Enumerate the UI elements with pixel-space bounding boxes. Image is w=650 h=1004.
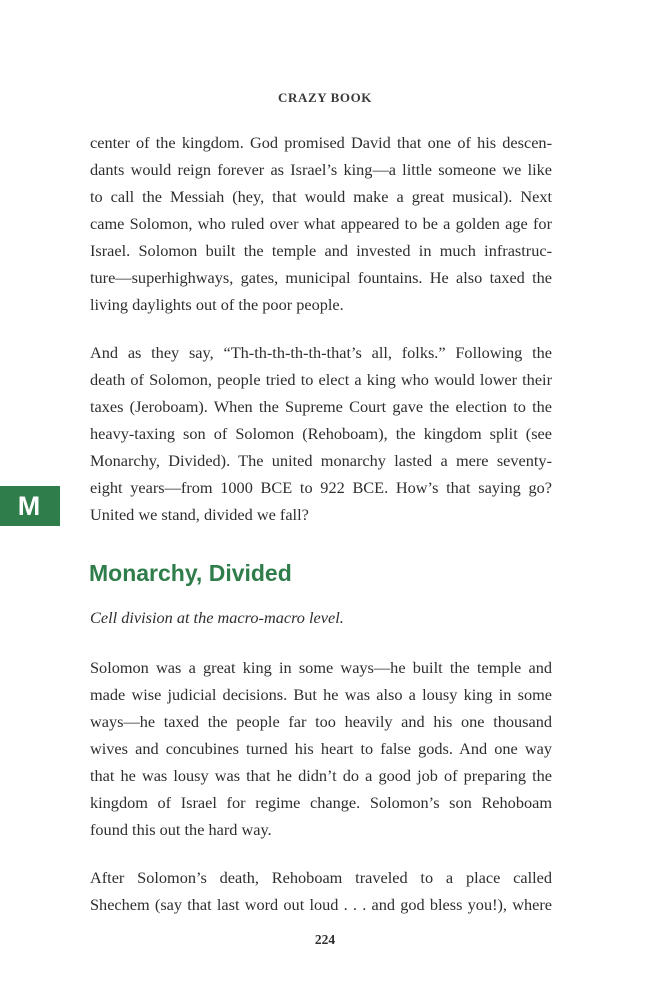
text-line: Israel. Solomon built the temple and invested in much infrastruc- — [90, 241, 552, 260]
thumb-index-tab — [0, 486, 60, 526]
text-line: United we stand, divided we fall? — [90, 505, 309, 524]
body-paragraph-4 — [90, 864, 552, 918]
text-line: to call the Messiah (hey, that would make a great musical). Next — [90, 187, 552, 206]
text-line: taxes (Jeroboam). When the Supreme Court gave the election to the — [90, 397, 552, 416]
text-line: kingdom of Israel for regime change. Solomon’s son Rehoboam — [90, 793, 552, 812]
text-line: center of the kingdom. God promised David that one of his descen- — [90, 133, 552, 152]
text-line: living daylights out of the poor people. — [90, 295, 344, 314]
text-line: heavy-taxing son of Solomon (Rehoboam), the kingdom split (see — [90, 424, 552, 443]
text-line: made wise judicial decisions. But he was also a lousy king in some — [90, 685, 552, 704]
epigraph: Cell division at the macro-macro level. — [90, 608, 344, 627]
text-line: And as they say, “Th-th-th-th-th-that’s all, folks.” Following the — [90, 343, 552, 362]
text-line: came Solomon, who ruled over what appeared to be a golden age for — [90, 214, 552, 233]
text-line: Solomon was a great king in some ways—he built the temple and — [90, 658, 552, 677]
thumb-index-letter: M — [17, 490, 41, 521]
text-line: ways—he taxed the people far too heavily and his one thousand — [90, 712, 552, 731]
text-line: wives and concubines turned his heart to false gods. And one way — [90, 739, 552, 758]
text-line: Shechem (say that last word out loud . . . and god bless you!), where — [90, 895, 552, 914]
text-line: found this out the hard way. — [90, 820, 272, 839]
text-line: After Solomon’s death, Rehoboam traveled to a place called — [90, 868, 552, 887]
body-paragraph-1 — [90, 129, 552, 318]
body-paragraph-3 — [90, 654, 552, 843]
body-paragraph-2 — [90, 339, 552, 528]
text-line: Monarchy, Divided). The united monarchy lasted a mere seventy- — [90, 451, 552, 470]
text-line: dants would reign forever as Israel’s king—a little someone we like — [90, 160, 552, 179]
section-heading: Monarchy, Divided — [89, 560, 292, 586]
text-line: death of Solomon, people tried to elect a king who would lower their — [90, 370, 552, 389]
text-line: ture—superhighways, gates, municipal fountains. He also taxed the — [90, 268, 552, 287]
text-line: that he was lousy was that he didn’t do a good job of preparing the — [90, 766, 552, 785]
running-head: CRAZY BOOK — [278, 90, 372, 105]
page-number: 224 — [314, 932, 336, 947]
text-line: eight years—from 1000 BCE to 922 BCE. How’s that saying go? — [90, 478, 552, 497]
